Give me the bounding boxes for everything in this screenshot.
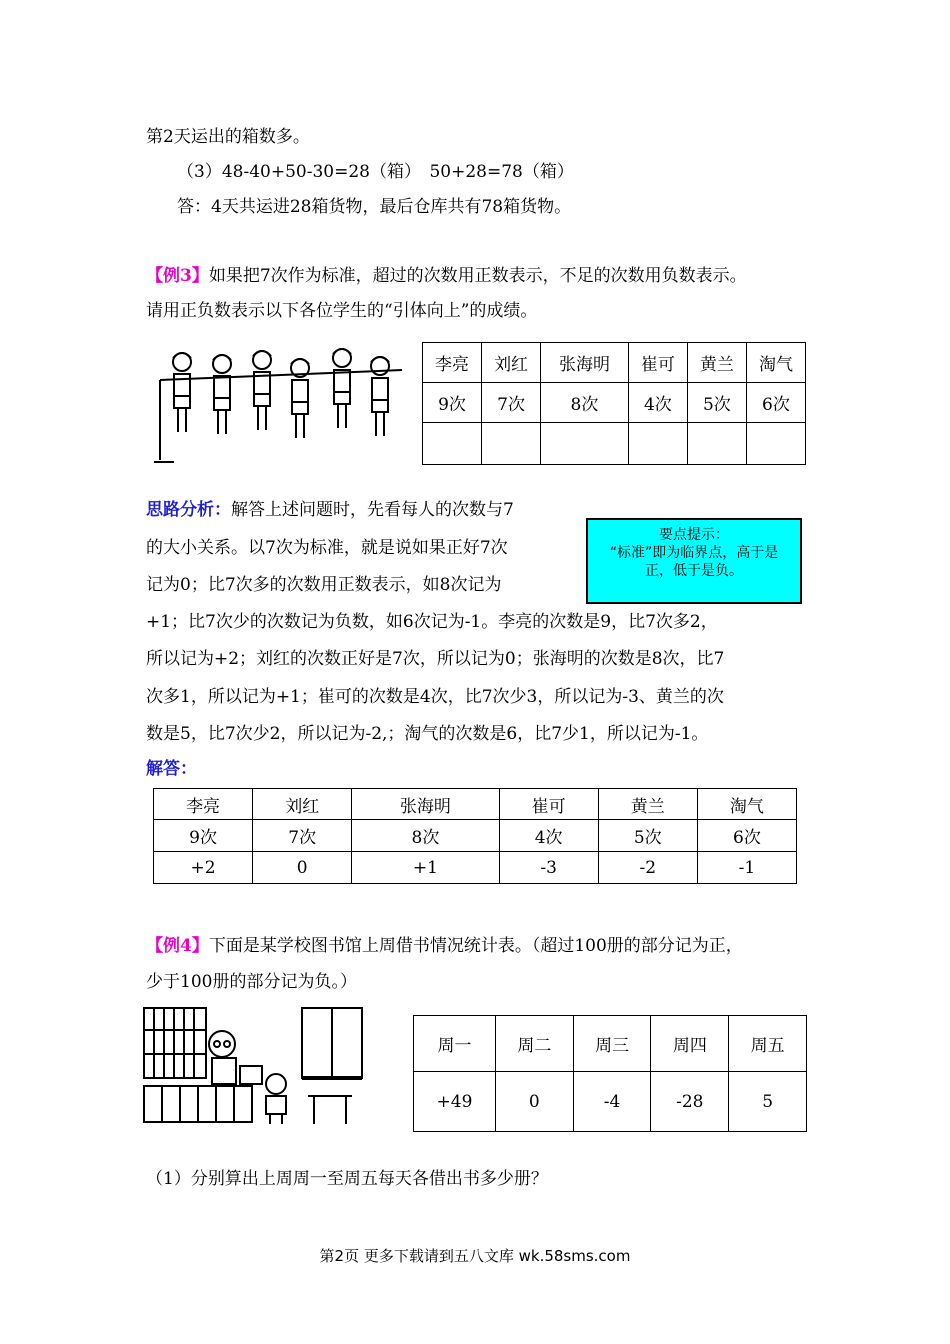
pull-up-illustration — [152, 342, 414, 468]
table-cell: 淘气 — [697, 789, 796, 820]
table-cell: 0 — [253, 852, 352, 884]
table-cell: -4 — [573, 1072, 651, 1132]
table-cell: 黄兰 — [687, 343, 746, 383]
example-3-tag: 【例3】 — [146, 266, 209, 286]
table-cell: 崔可 — [628, 343, 687, 383]
tip-body: “标准”即为临界点，高于是正，低于是负。 — [609, 545, 779, 579]
table-cell: 崔可 — [499, 789, 598, 820]
example-3-line-2: 请用正负数表示以下各位学生的“引体向上”的成绩。 — [146, 301, 538, 321]
table-cell: 6次 — [746, 383, 805, 423]
table-cell: 4次 — [628, 383, 687, 423]
table-cell: 周五 — [729, 1016, 807, 1072]
analysis-line-1 — [146, 499, 514, 521]
example-4-table — [413, 1015, 807, 1132]
table-cell: 周一 — [414, 1016, 496, 1072]
key-point-tip-box — [586, 518, 802, 604]
answer-table — [153, 788, 797, 884]
table-cell-empty — [687, 423, 746, 465]
analysis-line-5: 所以记为+2；刘红的次数正好是7次，所以记为0；张海明的次数是8次，比7 — [146, 649, 725, 669]
example-4-tag: 【例4】 — [146, 936, 209, 956]
table-cell-empty — [482, 423, 541, 465]
table-cell-empty — [423, 423, 482, 465]
table-cell: +2 — [154, 852, 253, 884]
table-cell: -1 — [697, 852, 796, 884]
example-4-line-2: 少于100册的部分记为负。） — [146, 972, 357, 992]
table-cell: -28 — [651, 1072, 729, 1132]
table-cell-empty — [541, 423, 629, 465]
table-cell: 8次 — [352, 820, 499, 852]
table-row — [154, 852, 797, 884]
table-cell: 张海明 — [352, 789, 499, 820]
table-row — [154, 789, 797, 820]
table-cell: 9次 — [154, 820, 253, 852]
table-cell: 5次 — [687, 383, 746, 423]
analysis-line-3: 记为0；比7次多的次数用正数表示，如8次记为 — [146, 575, 502, 595]
answer-heading: 解答： — [146, 759, 197, 779]
example-3-line-1 — [146, 265, 747, 287]
table-cell: 张海明 — [541, 343, 629, 383]
table-cell: 7次 — [482, 383, 541, 423]
intro-line-1: 第2天运出的箱数多。 — [146, 127, 310, 147]
library-illustration — [142, 1004, 366, 1128]
table-cell: +49 — [414, 1072, 496, 1132]
table-row — [414, 1016, 807, 1072]
table-row — [423, 343, 806, 383]
table-cell: 6次 — [697, 820, 796, 852]
table-cell: 5次 — [598, 820, 697, 852]
example-4-question-1: （1）分别算出上周周一至周五每天各借出书多少册？ — [146, 1169, 548, 1189]
intro-line-2: （3）48-40+50-30=28（箱） 50+28=78（箱） — [177, 162, 574, 182]
table-cell: 黄兰 — [598, 789, 697, 820]
table-cell: 周三 — [573, 1016, 651, 1072]
example-3-table — [422, 342, 806, 465]
table-cell: 8次 — [541, 383, 629, 423]
analysis-heading: 思路分析： — [146, 500, 231, 520]
table-cell: 淘气 — [746, 343, 805, 383]
table-cell: -3 — [499, 852, 598, 884]
table-row — [423, 383, 806, 423]
table-cell: 0 — [495, 1072, 573, 1132]
tip-title: 要点提示： — [659, 527, 729, 543]
intro-line-3: 答：4天共运进28箱货物，最后仓库共有78箱货物。 — [177, 197, 572, 217]
table-cell: 9次 — [423, 383, 482, 423]
example-4-text-1: 下面是某学校图书馆上周借书情况统计表。（超过100册的部分记为正， — [208, 936, 743, 956]
table-cell-empty — [746, 423, 805, 465]
analysis-line-6: 次多1，所以记为+1；崔可的次数是4次，比7次少3，所以记为-3、黄兰的次 — [146, 687, 724, 707]
analysis-line-4: +1；比7次少的次数记为负数，如6次记为-1。李亮的次数是9，比7次多2， — [146, 612, 718, 632]
table-cell: 李亮 — [154, 789, 253, 820]
table-cell-empty — [628, 423, 687, 465]
example-3-text-1: 如果把7次作为标准，超过的次数用正数表示，不足的次数用负数表示。 — [208, 266, 747, 286]
table-row — [423, 423, 806, 465]
table-cell: -2 — [598, 852, 697, 884]
analysis-text-1: 解答上述问题时，先看每人的次数与7 — [231, 500, 514, 520]
table-cell: +1 — [352, 852, 499, 884]
table-cell: 李亮 — [423, 343, 482, 383]
page-footer: 第2页 更多下载请到五八文库 wk.58sms.com — [319, 1247, 631, 1265]
table-row — [154, 820, 797, 852]
analysis-line-7: 数是5，比7次少2，所以记为-2,；淘气的次数是6，比7少1，所以记为-1。 — [146, 724, 709, 744]
table-cell: 5 — [729, 1072, 807, 1132]
table-cell: 刘红 — [482, 343, 541, 383]
table-cell: 周四 — [651, 1016, 729, 1072]
table-cell: 周二 — [495, 1016, 573, 1072]
table-row — [414, 1072, 807, 1132]
example-4-line-1 — [146, 935, 743, 957]
table-cell: 刘红 — [253, 789, 352, 820]
analysis-line-2: 的大小关系。以7次为标准，就是说如果正好7次 — [146, 538, 508, 558]
table-cell: 7次 — [253, 820, 352, 852]
table-cell: 4次 — [499, 820, 598, 852]
